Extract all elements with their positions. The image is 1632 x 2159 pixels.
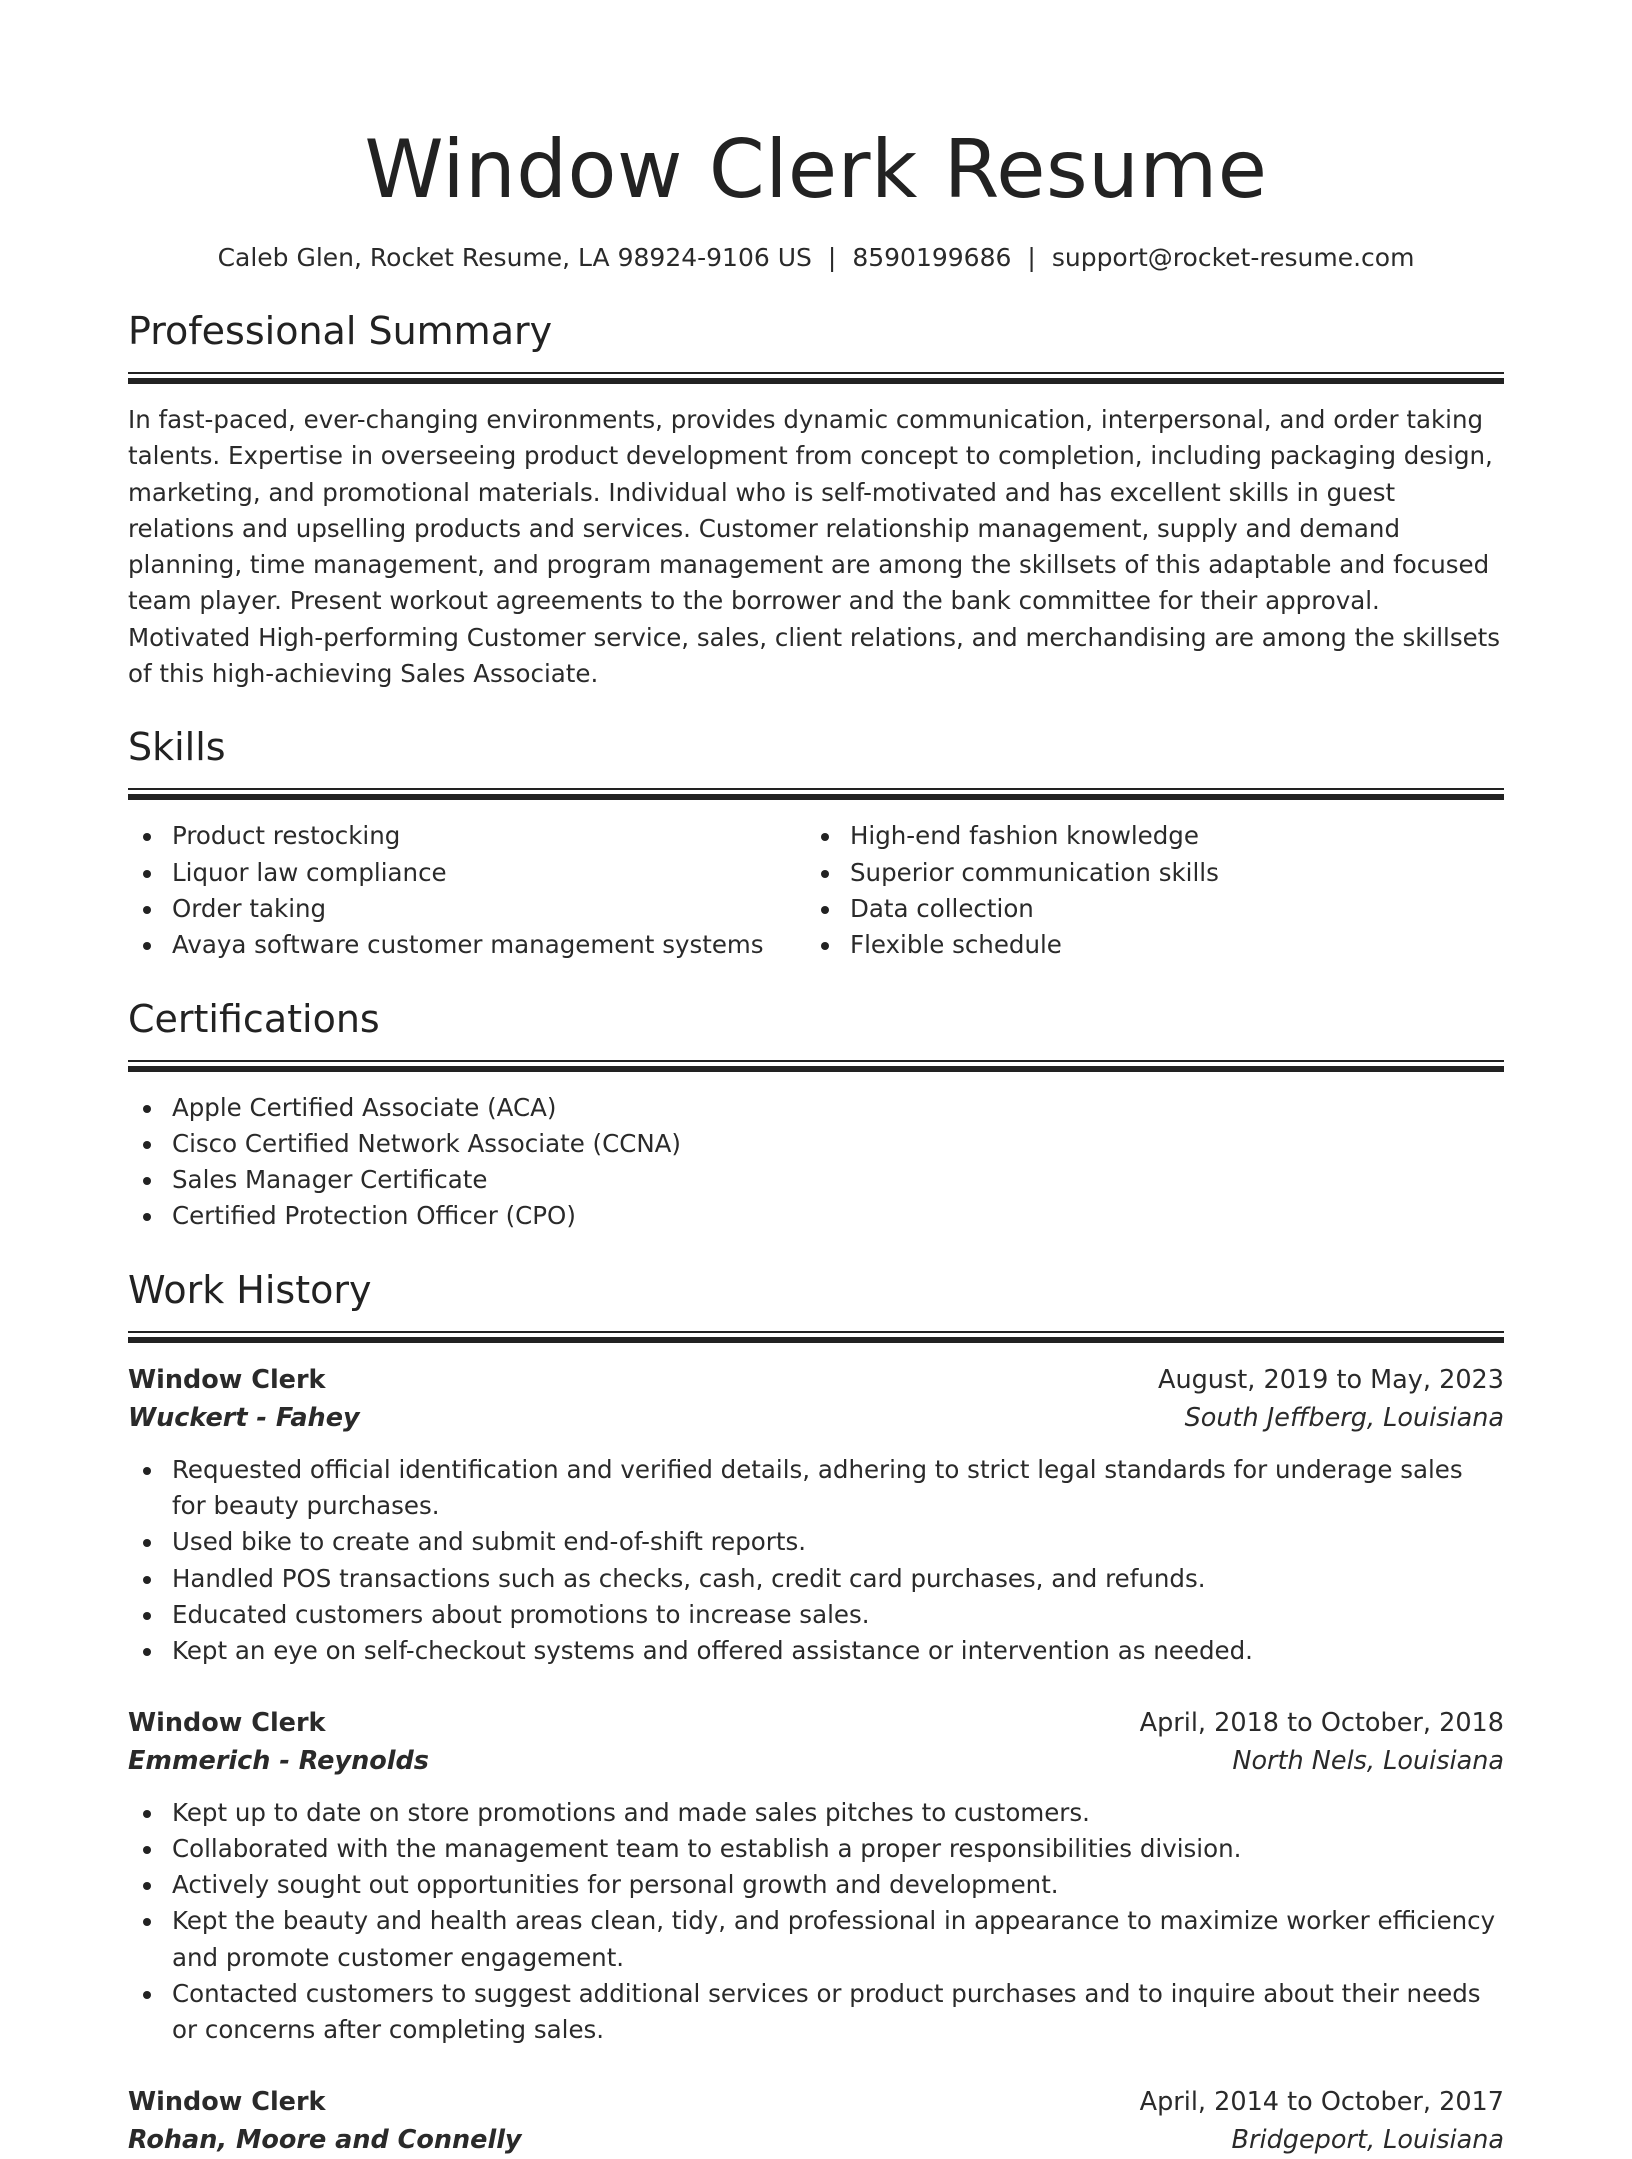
summary-section: [128, 306, 1504, 692]
work-history-section: [128, 1265, 1504, 2159]
job-title-row: [128, 1704, 1504, 1742]
job-duty-item: Educated customers about promotions to increase sales.: [128, 1597, 1504, 1633]
job-duties-list: [128, 1452, 1504, 1670]
certification-item: Cisco Certified Network Associate (CCNA): [128, 1126, 1504, 1162]
certifications-list: [128, 1090, 1504, 1235]
job-duty-item: Contacted customers to suggest additional services or product purchases and to inquire about their needs or concerns after completing sales.: [128, 1976, 1504, 2049]
contact-line: [128, 240, 1504, 276]
skills-section: [128, 722, 1504, 963]
certification-item: Sales Manager Certificate: [128, 1162, 1504, 1198]
resume-page: [128, 118, 1504, 2159]
job-duties-list: [128, 1795, 1504, 2049]
skill-item: Avaya software customer management systems: [128, 927, 806, 963]
work-history-heading: Work History: [128, 1267, 372, 1312]
job-company: Emmerich - Reynolds: [128, 1745, 429, 1776]
job-dates: August, 2019 to May, 2023: [1158, 1364, 1504, 1395]
skills-list-right: [806, 818, 1484, 963]
job-entry: [128, 1361, 1504, 1670]
skills-heading: Skills: [128, 725, 226, 770]
certification-item: Apple Certified Associate (ACA): [128, 1090, 1504, 1126]
contact-address: Caleb Glen, Rocket Resume, LA 98924-9106 US: [217, 243, 812, 272]
skills-column-right: [806, 818, 1484, 963]
job-duty-item: Used bike to create and submit end-of-shift reports.: [128, 1524, 1504, 1560]
summary-heading: Professional Summary: [128, 309, 553, 353]
job-duty-item: Actively sought out opportunities for personal growth and development.: [128, 1867, 1504, 1903]
summary-text: In fast-paced, ever-changing environments, provides dynamic communication, interpersonal, and order taking talents. Expertise in overseeing product development from concept to completion, including packaging design, marketing, and promotional materials. Individual who is self-motivated and has excellent skills in guest relations and upselling products and services. Customer relationship management, supply and demand planning, time management, and program management are among the skillsets of this adaptable and focused team player. Present workout agreements to the borrower and the bank committee for their approval. Motivated High-performing Customer service, sales, client relations, and merchandising are among the skillsets of this high-achieving Sales Associate.: [128, 405, 1501, 689]
skills-column-left: [128, 818, 806, 963]
skill-item: Flexible schedule: [806, 927, 1484, 963]
job-company-row: [128, 2121, 1504, 2159]
job-title-row: [128, 2083, 1504, 2121]
skill-item: Product restocking: [128, 818, 806, 854]
skill-item: Liquor law compliance: [128, 855, 806, 891]
skill-item: High-end fashion knowledge: [806, 818, 1484, 854]
skill-item: Superior communication skills: [806, 855, 1484, 891]
job-duty-item: Kept up to date on store promotions and made sales pitches to customers.: [128, 1795, 1504, 1831]
job-duty-item: Kept an eye on self-checkout systems and offered assistance or intervention as needed.: [128, 1633, 1504, 1669]
job-title: Window Clerk: [128, 1364, 326, 1395]
job-title: Window Clerk: [128, 2086, 326, 2117]
job-duty-item: Kept the beauty and health areas clean, tidy, and professional in appearance to maximize worker efficiency and promote customer engagement.: [128, 1903, 1504, 1976]
skills-grid: [128, 818, 1504, 963]
job-company-row: [128, 1742, 1504, 1780]
job-entry: [128, 1704, 1504, 2049]
skills-list-left: [128, 818, 806, 963]
section-divider: [128, 1331, 1504, 1343]
job-location: Bridgeport, Louisiana: [1231, 2124, 1504, 2155]
section-divider: [128, 788, 1504, 800]
job-duty-item: Handled POS transactions such as checks, cash, credit card purchases, and refunds.: [128, 1561, 1504, 1597]
certifications-section: [128, 994, 1504, 1235]
contact-separator: |: [827, 243, 837, 272]
certification-item: Certified Protection Officer (CPO): [128, 1198, 1504, 1234]
job-dates: April, 2014 to October, 2017: [1139, 2086, 1504, 2117]
job-location: North Nels, Louisiana: [1232, 1745, 1504, 1776]
job-location: South Jeffberg, Louisiana: [1184, 1402, 1504, 1433]
certifications-heading: Certifications: [128, 996, 380, 1041]
job-title-row: [128, 1361, 1504, 1399]
skill-item: Data collection: [806, 891, 1484, 927]
contact-email: support@rocket-resume.com: [1051, 243, 1415, 272]
contact-separator: |: [1027, 243, 1036, 272]
job-company-row: [128, 1399, 1504, 1437]
job-company: Wuckert - Fahey: [128, 1402, 360, 1433]
skill-item: Order taking: [128, 891, 806, 927]
section-divider: [128, 372, 1504, 384]
job-dates: April, 2018 to October, 2018: [1139, 1707, 1504, 1738]
resume-title: Window Clerk Resume: [364, 123, 1268, 216]
job-title: Window Clerk: [128, 1707, 326, 1738]
job-company: Rohan, Moore and Connelly: [128, 2124, 522, 2155]
job-entry: [128, 2083, 1504, 2159]
job-duty-item: Requested official identification and verified details, adhering to strict legal standards for underage sales for beauty purchases.: [128, 1452, 1504, 1525]
section-divider: [128, 1060, 1504, 1072]
job-duty-item: Collaborated with the management team to establish a proper responsibilities division.: [128, 1831, 1504, 1867]
contact-phone: 8590199686: [852, 243, 1012, 272]
